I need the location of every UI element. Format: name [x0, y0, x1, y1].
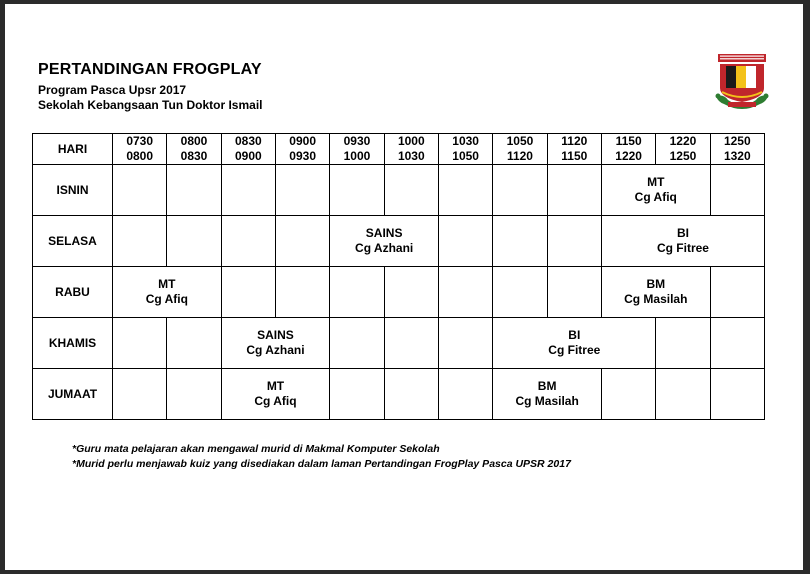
program-subtitle: Program Pasca Upsr 2017	[38, 83, 187, 97]
slot-end-time: 1000	[343, 149, 371, 163]
empty-slot	[221, 216, 275, 267]
slot-end-time: 1150	[561, 149, 588, 163]
empty-slot	[547, 165, 601, 216]
empty-slot	[384, 369, 438, 420]
empty-slot	[710, 267, 764, 318]
lesson-subject: MT	[266, 379, 285, 393]
footnote-line: *Murid perlu menjawab kuiz yang disediakan dalam laman Pertandingan FrogPlay Pasca UPSR 2017	[72, 458, 571, 470]
time-slot-header	[601, 134, 655, 165]
time-slot-header	[493, 134, 547, 165]
slot-end-time: 1320	[723, 149, 751, 163]
day-row	[33, 267, 765, 318]
lesson-teacher: Cg Fitree	[656, 241, 709, 255]
footnotes	[72, 442, 571, 472]
day-label: ISNIN	[33, 165, 113, 216]
empty-slot	[330, 165, 384, 216]
slot-start-time: 0830	[234, 134, 262, 148]
lesson-teacher: Cg Afiq	[254, 394, 297, 408]
day-row	[33, 216, 765, 267]
empty-slot	[493, 165, 547, 216]
time-slot-header	[275, 134, 329, 165]
empty-slot	[710, 165, 764, 216]
lesson-subject: BI	[568, 328, 581, 342]
lesson-subject: BM	[537, 379, 557, 393]
day-row	[33, 165, 765, 216]
slot-start-time: 1050	[506, 134, 534, 148]
empty-slot	[547, 267, 601, 318]
slot-end-time: 0900	[234, 149, 262, 163]
time-slot-header	[330, 134, 384, 165]
lesson-teacher: Cg Azhani	[246, 343, 305, 357]
slot-end-time: 1050	[452, 149, 479, 163]
empty-slot	[275, 267, 329, 318]
empty-slot	[656, 318, 710, 369]
empty-slot	[656, 369, 710, 420]
slot-start-time: 0730	[126, 134, 154, 148]
slot-end-time: 1250	[669, 149, 697, 163]
empty-slot	[167, 369, 221, 420]
day-label: SELASA	[33, 216, 113, 267]
slot-end-time: 1220	[615, 149, 642, 163]
slot-start-time: 1250	[723, 134, 751, 148]
lesson-teacher: Cg Masilah	[624, 292, 688, 306]
lesson-teacher: Cg Fitree	[548, 343, 601, 357]
time-slot-header	[547, 134, 601, 165]
empty-slot	[384, 267, 438, 318]
time-slot-header	[384, 134, 438, 165]
timetable-header-row	[33, 134, 765, 165]
day-label: KHAMIS	[33, 318, 113, 369]
lesson-cell	[221, 318, 330, 369]
lesson-cell	[601, 216, 764, 267]
slot-start-time: 1000	[397, 134, 425, 148]
empty-slot	[438, 369, 492, 420]
slot-end-time: 1030	[397, 149, 425, 163]
time-slot-header	[113, 134, 167, 165]
lesson-cell	[493, 318, 656, 369]
slot-end-time: 1120	[506, 149, 533, 163]
timetable	[32, 133, 765, 420]
empty-slot	[113, 216, 167, 267]
day-row	[33, 369, 765, 420]
time-slot-header	[221, 134, 275, 165]
lesson-cell	[113, 267, 222, 318]
empty-slot	[275, 165, 329, 216]
lesson-subject: SAINS	[257, 328, 294, 342]
empty-slot	[710, 369, 764, 420]
empty-slot	[438, 216, 492, 267]
lesson-subject: BM	[646, 277, 666, 291]
school-crest-icon	[714, 52, 770, 114]
empty-slot	[438, 165, 492, 216]
lesson-subject: MT	[647, 175, 665, 189]
empty-slot	[113, 369, 167, 420]
slot-start-time: 0930	[343, 134, 371, 148]
empty-slot	[601, 369, 655, 420]
empty-slot	[330, 267, 384, 318]
lesson-cell	[493, 369, 602, 420]
hari-header: HARI	[33, 134, 113, 165]
slot-start-time: 0800	[180, 134, 208, 148]
empty-slot	[275, 216, 329, 267]
lesson-subject: SAINS	[365, 226, 403, 240]
time-slot-header	[656, 134, 710, 165]
lesson-subject: MT	[158, 277, 176, 291]
slot-start-time: 1120	[561, 134, 588, 148]
slot-end-time: 0930	[289, 149, 316, 163]
empty-slot	[167, 318, 221, 369]
time-slot-header	[438, 134, 492, 165]
lesson-teacher: Cg Afiq	[145, 292, 188, 306]
time-slot-header	[710, 134, 764, 165]
empty-slot	[384, 318, 438, 369]
lesson-teacher: Cg Afiq	[634, 190, 677, 204]
school-subtitle: Sekolah Kebangsaan Tun Doktor Ismail	[38, 98, 263, 112]
empty-slot	[113, 318, 167, 369]
slot-end-time: 0830	[180, 149, 208, 163]
empty-slot	[221, 267, 275, 318]
document-page	[5, 4, 803, 570]
empty-slot	[547, 216, 601, 267]
empty-slot	[221, 165, 275, 216]
slot-end-time: 0800	[126, 149, 154, 163]
lesson-subject: BI	[676, 226, 689, 240]
empty-slot	[493, 267, 547, 318]
day-row	[33, 318, 765, 369]
empty-slot	[438, 318, 492, 369]
slot-start-time: 1150	[615, 134, 642, 148]
day-label: RABU	[33, 267, 113, 318]
slot-start-time: 1030	[452, 134, 479, 148]
slot-start-time: 1220	[669, 134, 697, 148]
empty-slot	[113, 165, 167, 216]
lesson-cell	[601, 165, 710, 216]
timetable-body	[33, 165, 765, 420]
footnote-line: *Guru mata pelajaran akan mengawal murid di Makmal Komputer Sekolah	[72, 443, 440, 455]
empty-slot	[438, 267, 492, 318]
lesson-teacher: Cg Azhani	[355, 241, 414, 255]
empty-slot	[384, 165, 438, 216]
empty-slot	[493, 216, 547, 267]
lesson-cell	[601, 267, 710, 318]
lesson-teacher: Cg Masilah	[515, 394, 579, 408]
time-slot-header	[167, 134, 221, 165]
lesson-cell	[330, 216, 439, 267]
day-label: JUMAAT	[33, 369, 113, 420]
empty-slot	[167, 216, 221, 267]
lesson-cell	[221, 369, 330, 420]
page-title: PERTANDINGAN FROGPLAY	[38, 61, 262, 78]
empty-slot	[330, 318, 384, 369]
empty-slot	[330, 369, 384, 420]
empty-slot	[167, 165, 221, 216]
empty-slot	[710, 318, 764, 369]
slot-start-time: 0900	[289, 134, 316, 148]
